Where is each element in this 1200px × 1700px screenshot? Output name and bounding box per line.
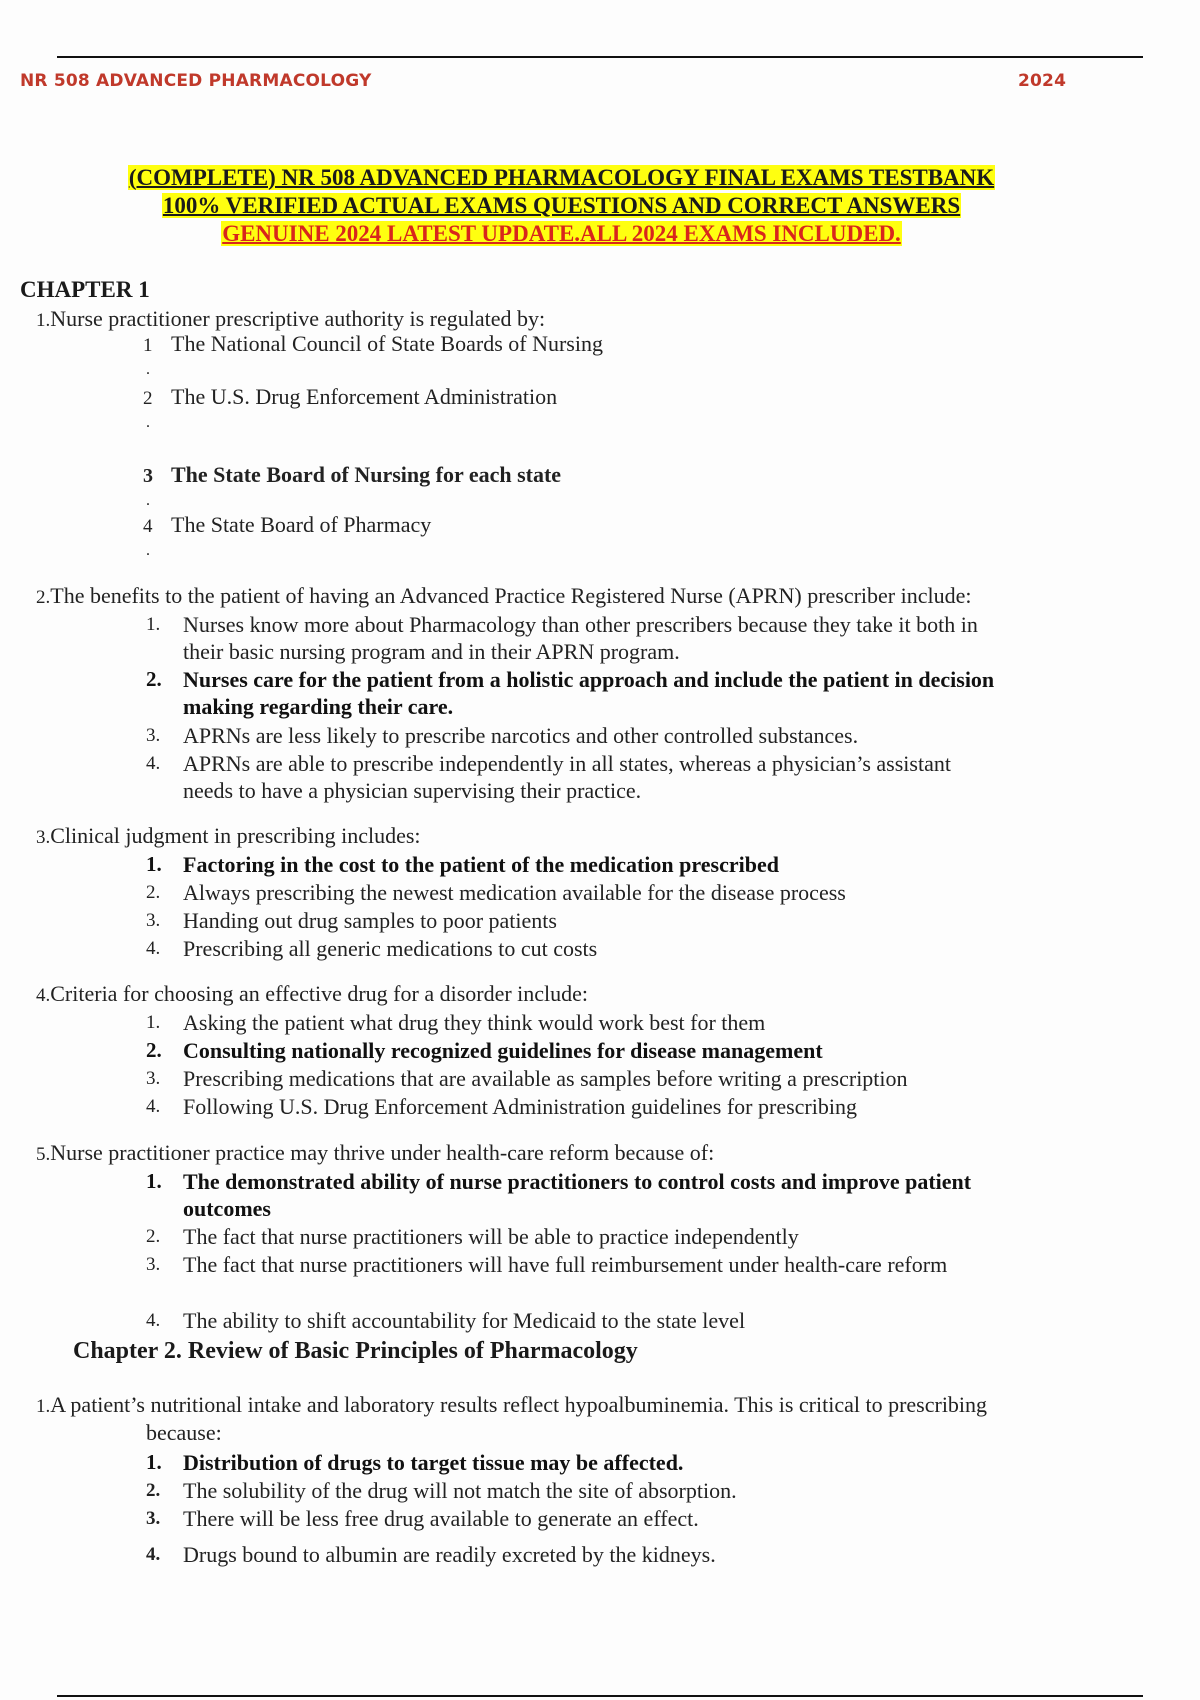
option-number: 4. [146,1096,161,1117]
top-rule [57,56,1143,58]
option-correct [146,1037,1126,1064]
option [146,1477,1126,1504]
option [146,1065,1126,1092]
banner-line-1: (COMPLETE) NR 508 ADVANCED PHARMACOLOGY FINAL EXAMS TESTBANK [128,165,995,190]
option-correct [146,1168,1006,1222]
question-text: Criteria for choosing an effective drug for a disorder include: [50,981,589,1006]
option-text: There will be less free drug available to generate an effect. [183,1506,699,1531]
option-number: 2. [146,1226,161,1247]
option-number: 2 [143,388,153,409]
option [146,1093,1126,1120]
banner-line-2: 100% VERIFIED ACTUAL EXAMS QUESTIONS AND CORRECT ANSWERS [162,193,961,218]
option-number: 3. [146,910,161,931]
question-text: Clinical judgment in prescribing includes: [50,823,421,848]
banner-line-3: GENUINE 2024 LATEST UPDATE.ALL 2024 EXAMS INCLUDED. [222,221,901,246]
option [146,1009,1126,1036]
option-text: The State Board of Nursing for each state [171,462,562,487]
question-number: 3. [36,827,51,848]
option [146,611,1006,665]
option-text: The solubility of the drug will not match the site of absorption. [183,1478,737,1503]
header-year: 2024 [1018,71,1067,91]
question-1-5 [36,1140,714,1168]
question-2-1 [36,1392,987,1446]
option [146,750,966,804]
option-text: The fact that nurse practitioners will be able to practice independently [183,1224,799,1249]
title-banner [0,165,1123,249]
question-number: 4. [36,985,51,1006]
option [146,1505,1126,1532]
question-text: The benefits to the patient of having an Advanced Practice Registered Nurse (APRN) prescriber include: [50,583,972,608]
question-number: 5. [36,1144,51,1165]
option-text: The State Board of Pharmacy [171,512,432,537]
option-number: 1. [146,1450,162,1474]
option-number: 3. [146,1508,161,1529]
option-number: 3. [146,1068,161,1089]
option-text: Asking the patient what drug they think would work best for them [183,1010,766,1035]
option: 4 The State Board of Pharmacy . [143,512,432,559]
option-number: 2. [146,667,162,691]
option-text: APRNs are able to prescribe independently in all states, whereas a physician’s assistant needs to have a physician supervising their practice. [183,751,951,803]
option-number: 1. [146,1169,162,1193]
header-course-title: NR 508 ADVANCED PHARMACOLOGY [20,71,372,91]
option-number: 4 [143,516,153,537]
option-correct: 3 The State Board of Nursing for each state . [143,462,562,509]
option-text: APRNs are less likely to prescribe narcotics and other controlled substances. [183,723,859,748]
question-1-1 [36,306,545,334]
option-text: Handing out drug samples to poor patients [183,908,557,933]
option-number: 1 [143,335,153,356]
option-number: 4. [146,1544,161,1565]
option-number: 3. [146,725,161,746]
option-correct [146,851,1126,878]
option [146,907,1126,934]
option-correct [146,1449,1126,1476]
option-text: The fact that nurse practitioners will have full reimbursement under health-care reform [183,1252,948,1277]
option-number: 2. [146,882,161,903]
chapter-2-heading: Chapter 2. Review of Basic Principles of Pharmacology [73,1338,638,1364]
option-number: 2. [146,1480,161,1501]
option-text: Consulting nationally recognized guidelines for disease management [183,1038,823,1063]
question-1-2 [36,583,972,611]
option-text: Distribution of drugs to target tissue may be affected. [183,1450,684,1475]
option-text: Prescribing all generic medications to cut costs [183,936,598,961]
option-text: Always prescribing the newest medication available for the disease process [183,880,846,905]
option-number: 1. [146,1012,161,1033]
option [146,935,1126,962]
option-text: The ability to shift accountability for Medicaid to the state level [183,1308,746,1333]
option [146,1307,1126,1334]
option-number: 4. [146,1310,161,1331]
option-text: The U.S. Drug Enforcement Administration [171,384,558,409]
question-text: Nurse practitioner practice may thrive under health-care reform because of: [50,1140,715,1165]
option-number: 3. [146,1254,161,1275]
option-text: The National Council of State Boards of Nursing [171,331,603,356]
option-number: 3 [143,465,153,487]
question-text: A patient’s nutritional intake and laboratory results reflect hypoalbuminemia. This is critical to prescribing [50,1392,988,1417]
option-text: Factoring in the cost to the patient of the medication prescribed [183,852,779,877]
option-text: Drugs bound to albumin are readily excreted by the kidneys. [183,1542,716,1567]
option-text: The demonstrated ability of nurse practitioners to control costs and improve patient outcomes [183,1169,972,1221]
question-number: 2. [36,587,51,608]
bottom-rule [57,1695,1143,1697]
option-number: 1. [146,614,161,635]
option-number: 2. [146,1038,162,1062]
option-number: 4. [146,753,161,774]
option-text: Nurses know more about Pharmacology than other prescribers because they take it both in their basic nursing program and in their APRN program. [183,612,978,664]
question-number: 1. [36,1396,51,1417]
option: 2 The U.S. Drug Enforcement Administration . [143,384,558,431]
option: 1 The National Council of State Boards of Nursing . [143,331,603,378]
option-text: Prescribing medications that are available as samples before writing a prescription [183,1066,908,1091]
option-text: Following U.S. Drug Enforcement Administration guidelines for prescribing [183,1094,857,1119]
chapter-1-heading: CHAPTER 1 [20,277,150,302]
option [146,1541,1126,1568]
option-number: 1. [146,852,162,876]
option-correct [146,666,1006,720]
option [146,722,1126,749]
question-text: Nurse practitioner prescriptive authority is regulated by: [50,306,546,331]
option [146,879,1126,906]
option [146,1251,976,1278]
option-number: 4. [146,938,161,959]
question-text-continued: because: [146,1420,222,1445]
question-1-4 [36,981,588,1009]
option [146,1223,1126,1250]
question-1-3 [36,823,421,851]
question-number: 1. [36,310,51,331]
option-text: Nurses care for the patient from a holistic approach and include the patient in decision making regarding their care. [183,667,995,719]
